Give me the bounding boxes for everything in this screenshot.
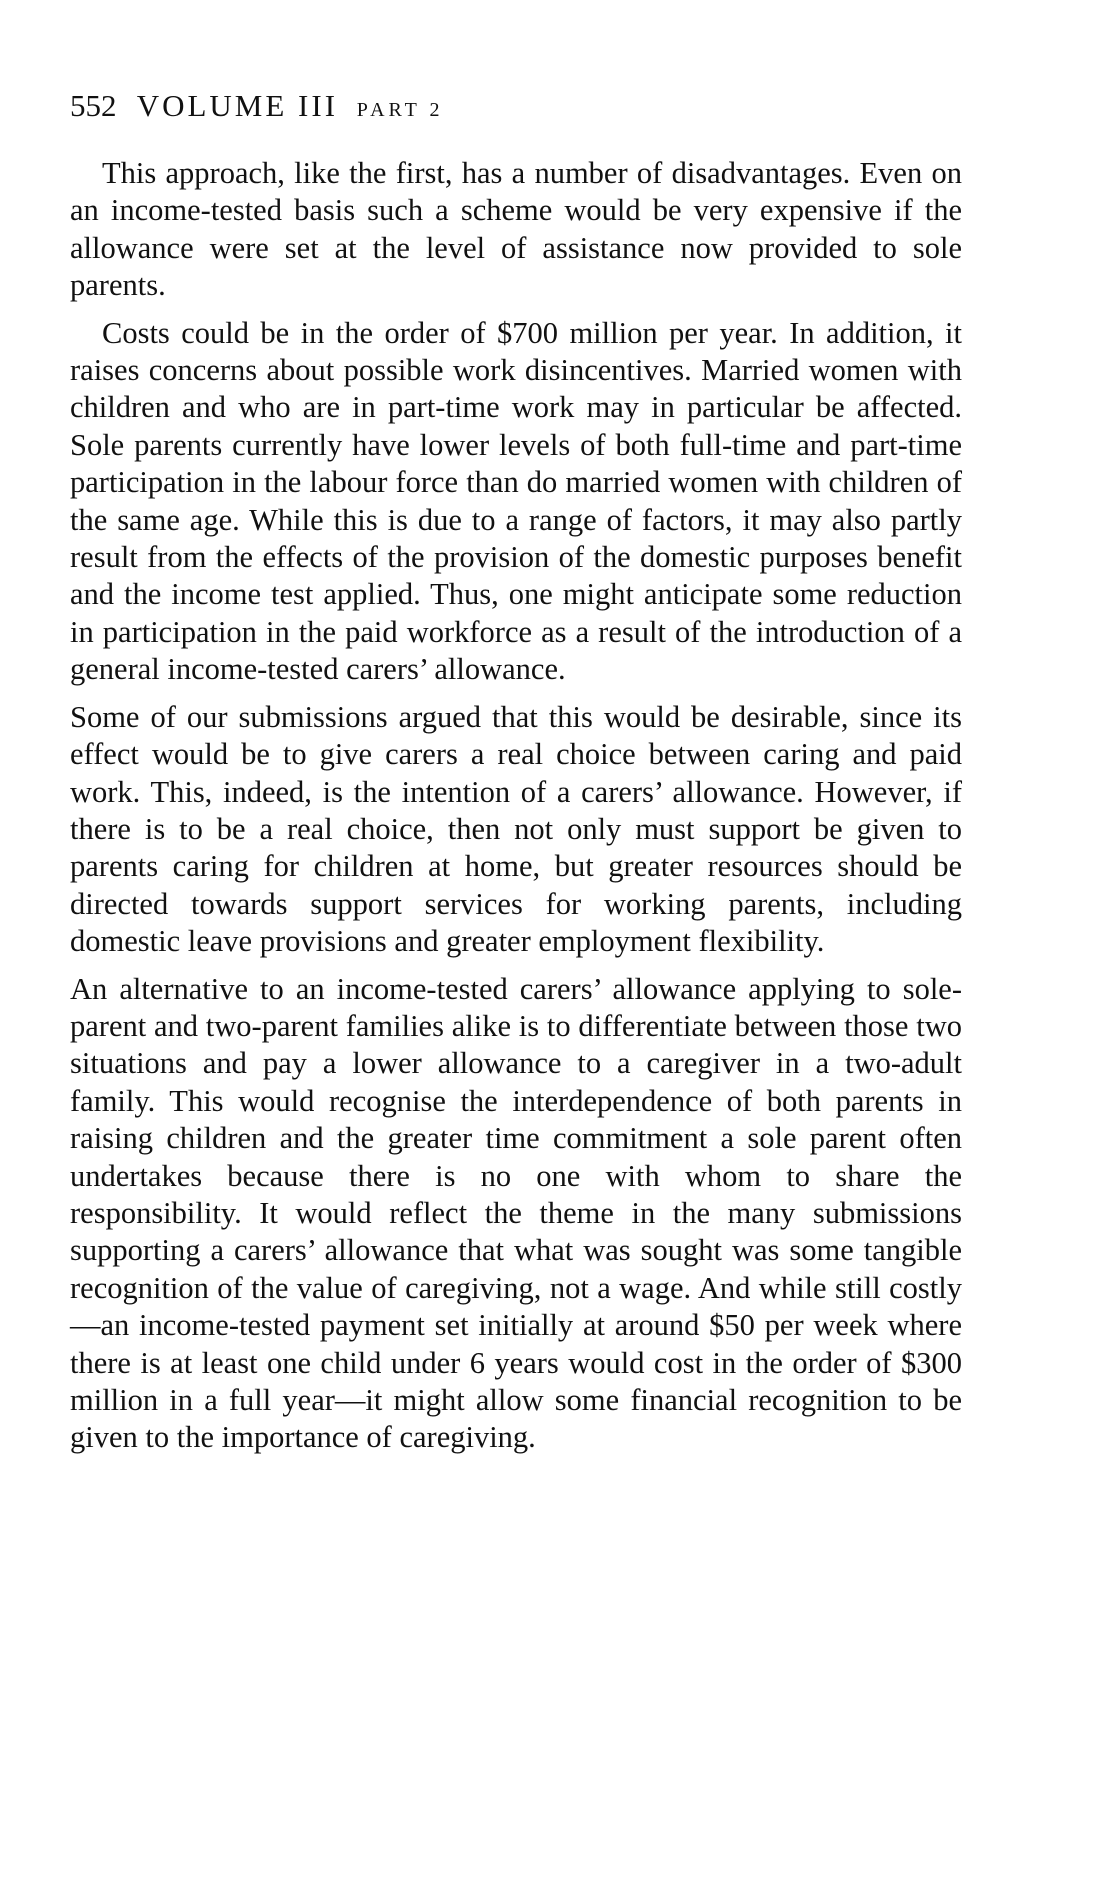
- paragraph-1: This approach, like the first, has a number of disadvantages. Even on an income-tested basis such a scheme would be very expensive if the allowance were set at the level of assistance now provided to sole parents.: [70, 156, 962, 303]
- paragraph-2: Costs could be in the order of $700 million per year. In addition, it raises concerns about possible work disincentives. Married women with children and who are in part-time work may in particular be affected. Sole parents currently have lower levels of both full-time and part-time participation in the labour force than do married women with children of the same age. While this is due to a range of factors, it may also partly result from the effects of the provision of the domestic purposes benefit and the income test applied. Thus, one might anticipate some reduction in participation in the paid workforce as a result of the introduction of a general income-tested carers’ allowance.: [70, 315, 962, 687]
- paragraph-3: Some of our submissions argued that this would be desirable, since its effect would be to give carers a real choice between caring and paid work. This, indeed, is the intention of a carers’ allowance. However, if there is to be a real choice, then not only must support be given to parents caring for children at home, but greater resources should be directed towards support services for working parents, including domestic leave provisions and greater employment flexibility.: [70, 699, 962, 959]
- volume-label: VOLUME III: [136, 88, 339, 123]
- document-page: [70, 90, 962, 1467]
- page-number: 552: [70, 88, 117, 123]
- paragraph-4: An alternative to an income-tested carers’ allowance applying to sole-parent and two-parent families alike is to differentiate between those two situations and pay a lower allowance to a caregiver in a two-adult family. This would recognise the interdependence of both parents in raising children and the greater time commitment a sole parent often undertakes because there is no one with whom to share the responsibility. It would reflect the theme in the many submissions supporting a carers’ allowance that what was sought was some tangible recognition of the value of caregiving, not a wage. And while still costly —an income-tested payment set initially at around $50 per week where there is at least one child under 6 years would cost in the order of $300 million in a full year—it might allow some financial recognition to be given to the importance of caregiving.: [70, 971, 962, 1455]
- part-label: PART 2: [356, 99, 444, 121]
- running-head: [70, 90, 962, 121]
